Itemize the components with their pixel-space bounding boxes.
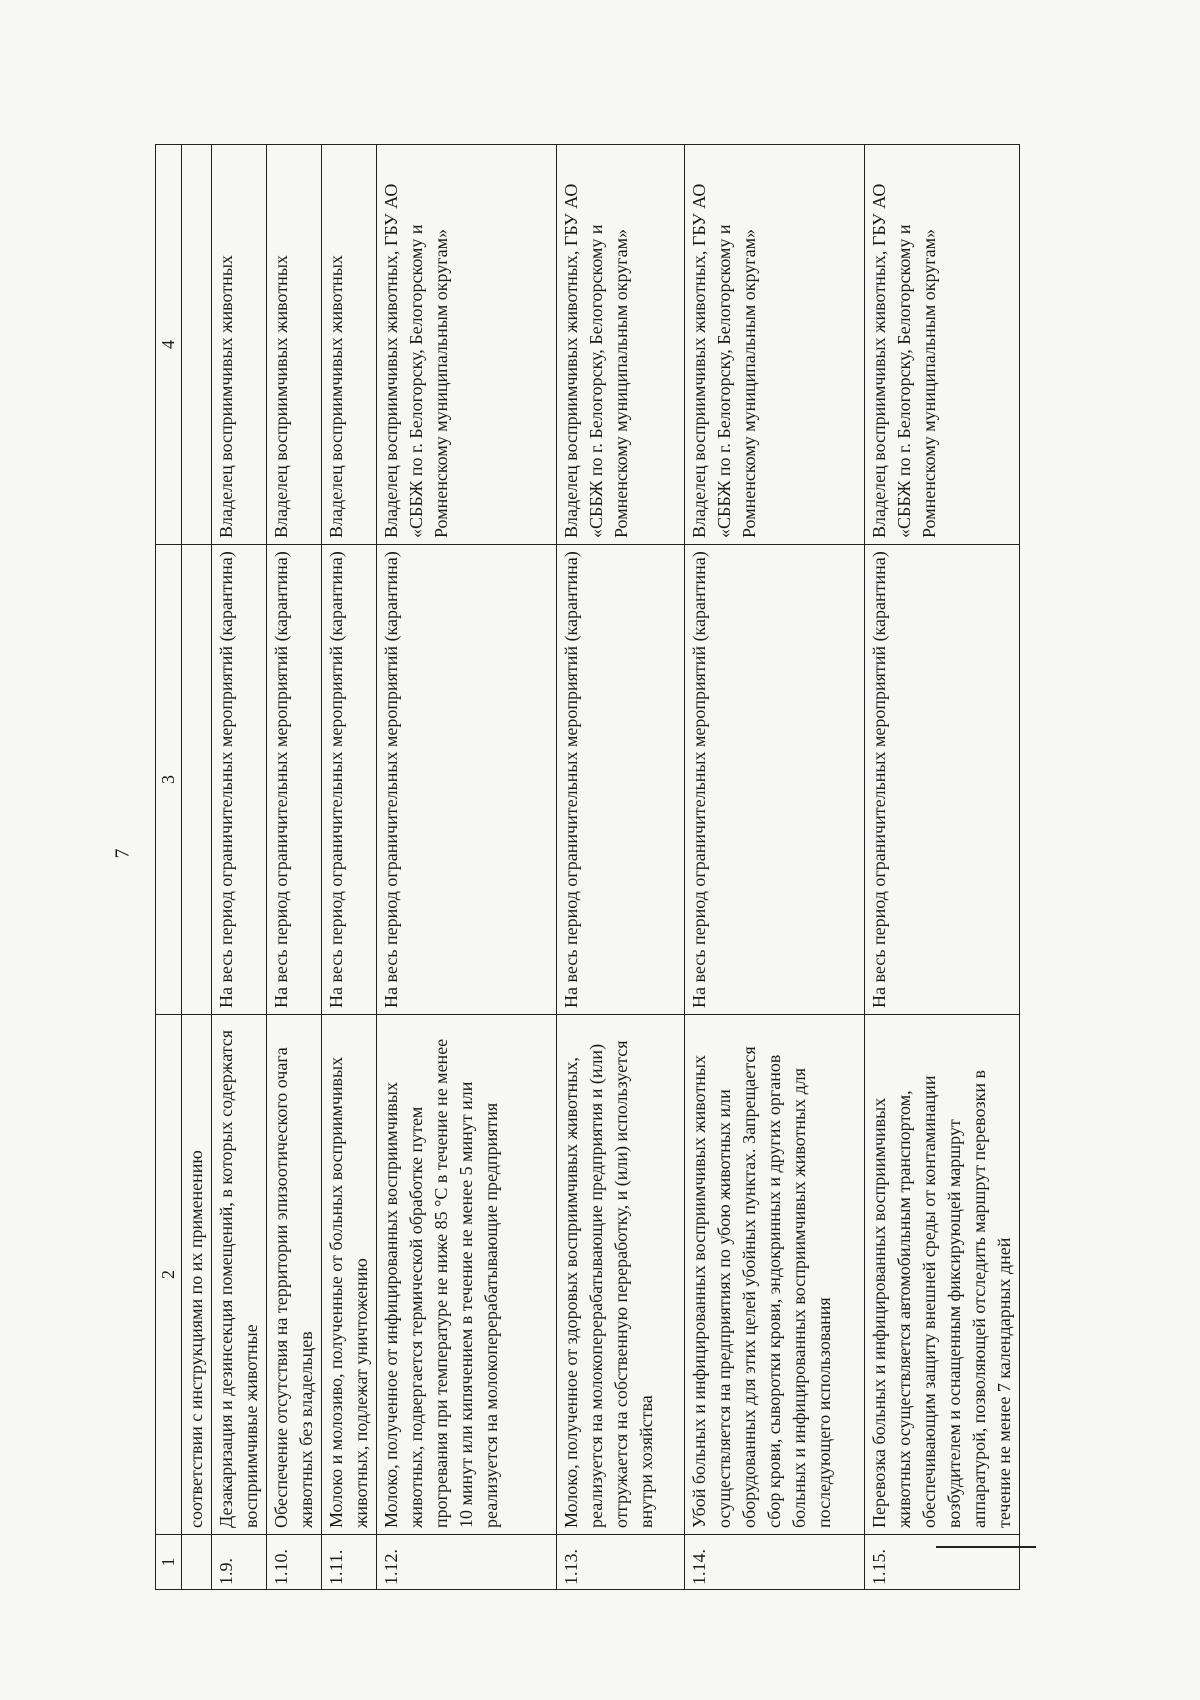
header-col-4: 4 — [156, 145, 182, 545]
table-row — [557, 145, 685, 1590]
header-col-2: 2 — [156, 1015, 182, 1535]
row-responsible: Владелец восприимчивых животных — [267, 145, 322, 545]
continuation-text: соответствии с инструкциями по их применению — [182, 1015, 212, 1535]
row-number: 1.15. — [865, 1535, 1020, 1590]
row-number: 1.14. — [685, 1535, 865, 1590]
table-row — [377, 145, 557, 1590]
header-col-3: 3 — [156, 545, 182, 1015]
row-measure: Молоко, полученное от здоровых восприимчивых животных, реализуется на молокоперерабатывающие предприятия и (или) отгружается на собственную переработку, и (или) используется внутри хозяйства — [557, 1015, 685, 1535]
table-row — [322, 145, 377, 1590]
row-number: 1.9. — [212, 1535, 267, 1590]
row-term: На весь период ограничительных мероприятий (карантина) — [557, 545, 685, 1015]
rotated-table-container — [155, 145, 1014, 1590]
row-responsible: Владелец восприимчивых животных, ГБУ АО «СББЖ по г. Белогорску, Белогорскому и Ромненскому муниципальным округам» — [865, 145, 1020, 545]
header-col-1: 1 — [156, 1535, 182, 1590]
measures-table — [155, 144, 1020, 1590]
row-term: На весь период ограничительных мероприятий (карантина) — [212, 545, 267, 1015]
row-term: На весь период ограничительных мероприятий (карантина) — [322, 545, 377, 1015]
continuation-row — [182, 145, 212, 1590]
table-header-row — [156, 145, 182, 1590]
row-responsible: Владелец восприимчивых животных, ГБУ АО «СББЖ по г. Белогорску, Белогорскому и Ромненскому муниципальным округам» — [557, 145, 685, 545]
row-term: На весь период ограничительных мероприятий (карантина) — [377, 545, 557, 1015]
table-row — [685, 145, 865, 1590]
row-term: На весь период ограничительных мероприятий (карантина) — [267, 545, 322, 1015]
row-responsible: Владелец восприимчивых животных — [322, 145, 377, 545]
row-measure: Молоко, полученное от инфицированных восприимчивых животных, подвергается термической обработке путем прогревания при температуре не ниже 85 °С в течение не менее 10 минут или кипячением в течение не менее 5 минут или реализуется на молокоперерабатывающие предприятия — [377, 1015, 557, 1535]
row-measure: Дезакаризация и дезинсекция помещений, в которых содержатся восприимчивые животные — [212, 1015, 267, 1535]
page-number: 7 — [111, 848, 134, 859]
row-responsible: Владелец восприимчивых животных — [212, 145, 267, 545]
row-number: 1.12. — [377, 1535, 557, 1590]
row-responsible: Владелец восприимчивых животных, ГБУ АО «СББЖ по г. Белогорску, Белогорскому и Ромненскому муниципальным округам» — [685, 145, 865, 545]
table-row — [267, 145, 322, 1590]
row-measure: Убой больных и инфицированных восприимчивых животных осуществляется на предприятиях по убою животных или оборудованных для этих целей убойных пунктах. Запрещается сбор крови, сыворотки крови, эндокринных и других органов больных и инфицированных восприимчивых животных для последующего использования — [685, 1015, 865, 1535]
table-row — [212, 145, 267, 1590]
footer-rule — [936, 1546, 1036, 1548]
row-term: На весь период ограничительных мероприятий (карантина) — [685, 545, 865, 1015]
row-number: 1.10. — [267, 1535, 322, 1590]
row-number: 1.13. — [557, 1535, 685, 1590]
table-cell — [182, 145, 212, 545]
table-cell — [182, 545, 212, 1015]
row-measure: Перевозка больных и инфицированных восприимчивых животных осуществляется автомобильным транспортом, обеспечивающим защиту внешней среды от контаминации возбудителем и оснащенным фиксирующей маршрут аппаратурой, позволяющей отследить маршрут перевозки в течение не менее 7 календарных дней — [865, 1015, 1020, 1535]
table-row — [865, 145, 1020, 1590]
row-measure: Обеспечение отсутствия на территории эпизоотического очага животных без владельцев — [267, 1015, 322, 1535]
row-responsible: Владелец восприимчивых животных, ГБУ АО «СББЖ по г. Белогорску, Белогорскому и Ромненскому муниципальным округам» — [377, 145, 557, 545]
table-cell — [182, 1535, 212, 1590]
row-term: На весь период ограничительных мероприятий (карантина) — [865, 545, 1020, 1015]
row-number: 1.11. — [322, 1535, 377, 1590]
row-measure: Молоко и молозиво, полученные от больных восприимчивых животных, подлежат уничтожению — [322, 1015, 377, 1535]
